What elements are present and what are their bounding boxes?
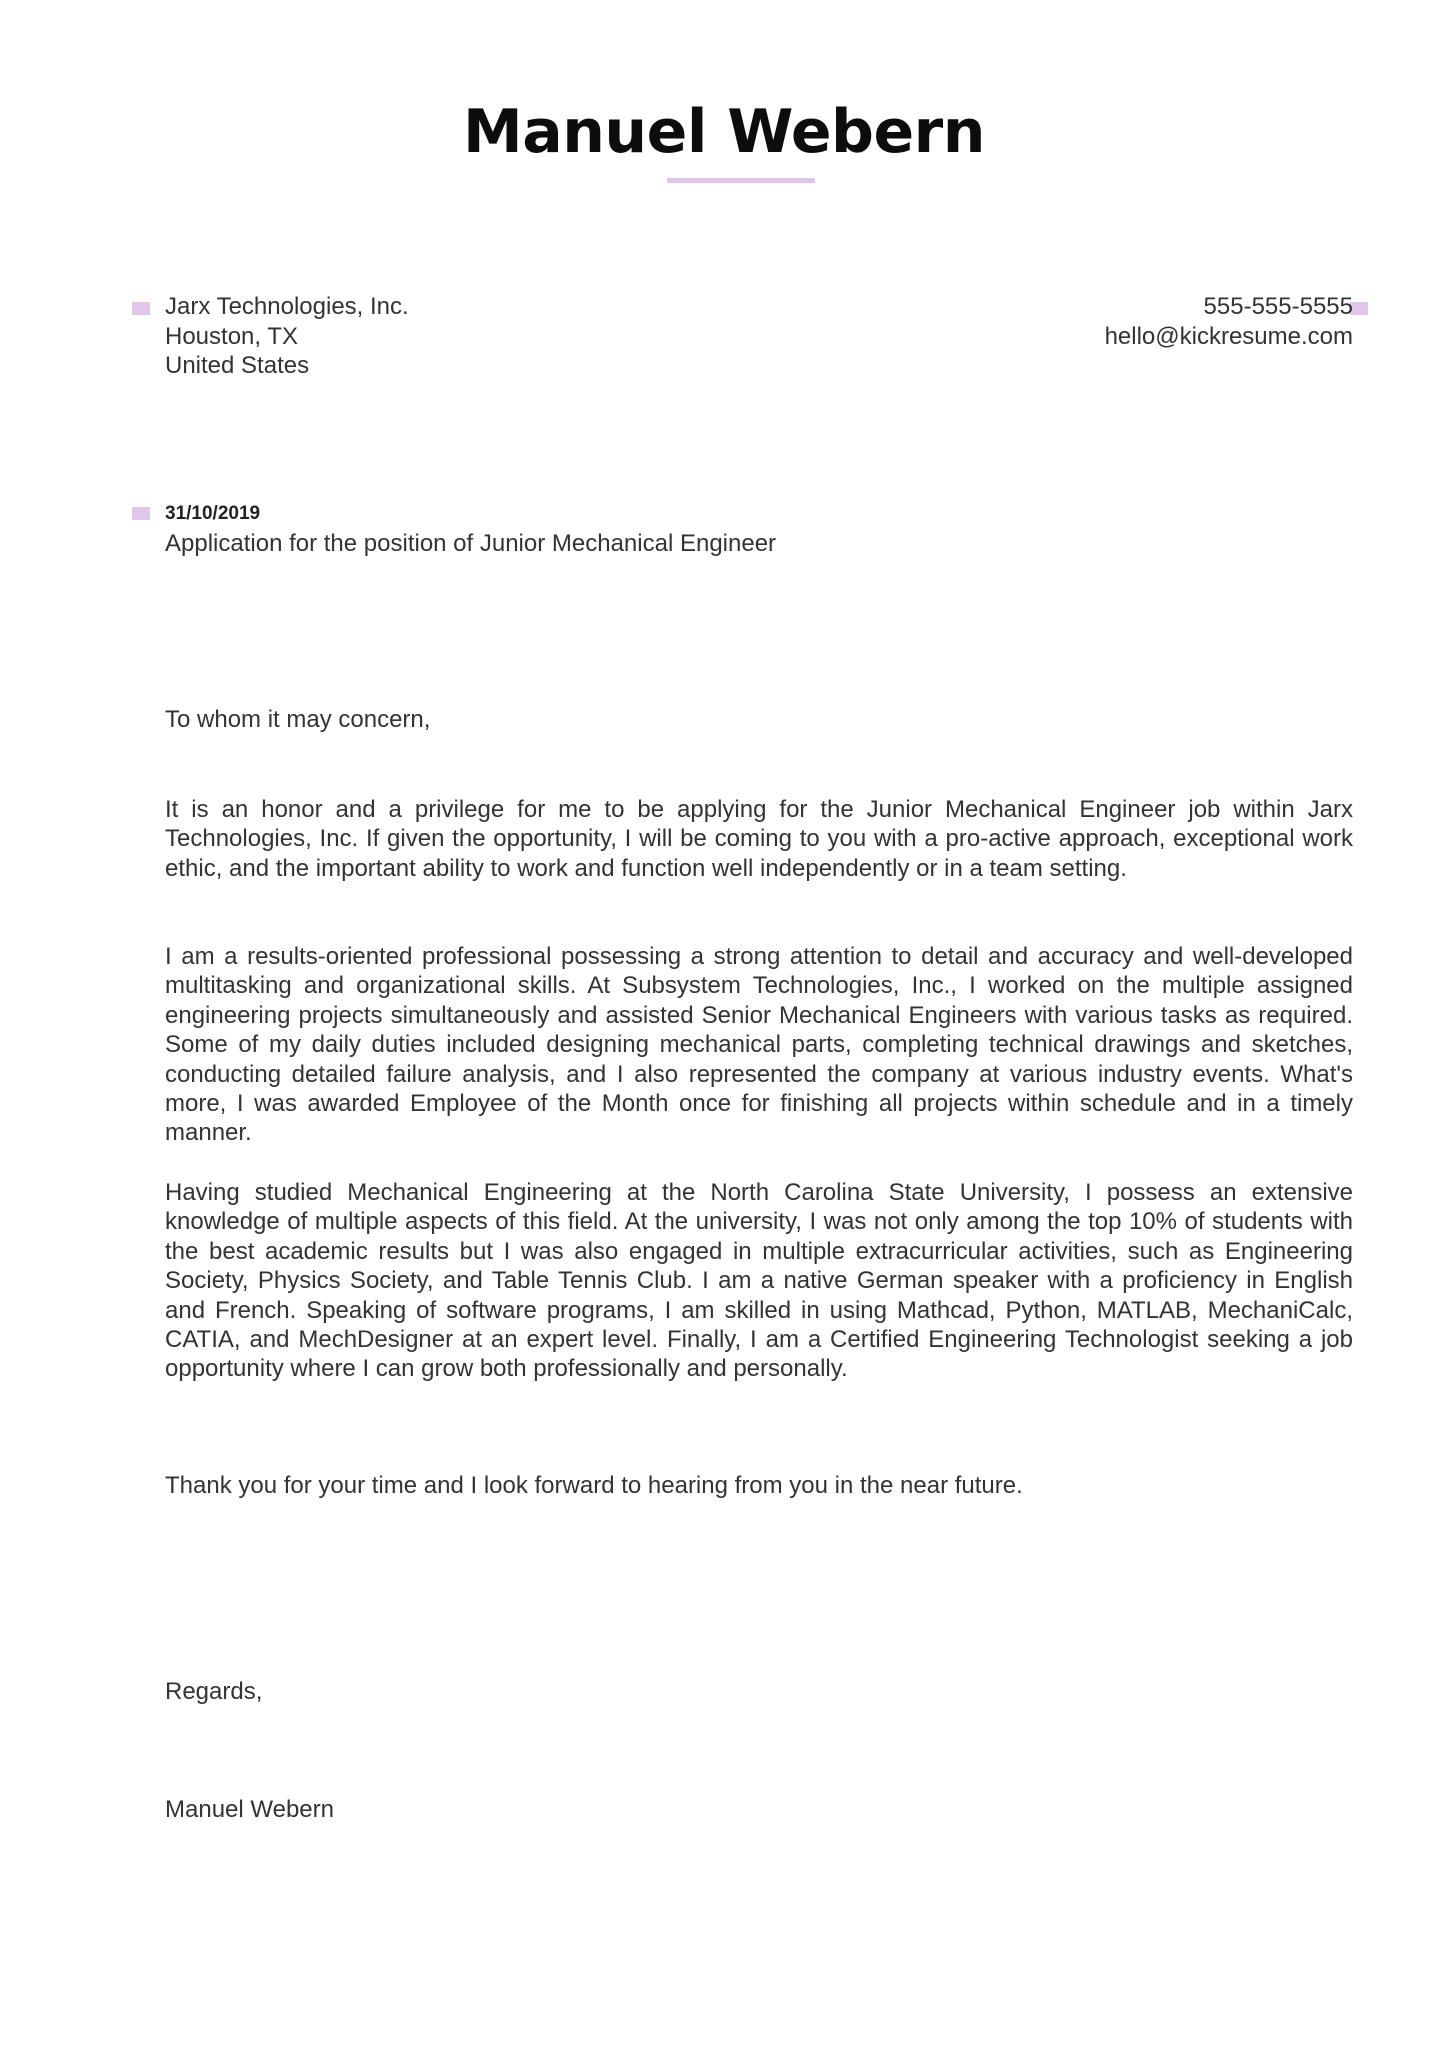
contact-phone: 555-555-5555: [1203, 293, 1353, 320]
body-paragraph-3: Having studied Mechanical Engineering at the North Carolina State University, I possess an extensive knowledge of multiple aspects of this field. At the university, I was not only among the top 10% of students with the best academic results but I was also engaged in multiple extracurricular activities, such as Engineering Society, Physics Society, and Table Tennis Club. I am a native German speaker with a proficiency in English and French. Speaking of software programs, I am skilled in using Mathcad, Python, MATLAB, MechaniCalc, CATIA, and MechDesigner at an expert level. Finally, I am a Certified Engineering Technologist seeking a job opportunity where I can grow both professionally and personally.: [165, 1179, 1353, 1383]
recipient-address: [165, 292, 409, 381]
regards: Regards,: [165, 1678, 263, 1705]
body-paragraph-1: It is an honor and a privilege for me to be applying for the Junior Mechanical Engineer job within Jarx Technologies, Inc. If given the opportunity, I will be coming to you with a pro-active approach, exceptional work ethic, and the important ability to work and function well independently or in a team setting.: [165, 796, 1353, 882]
applicant-name: Manuel Webern: [463, 97, 985, 167]
recipient-marker-icon: [132, 302, 150, 315]
contact-info: [1105, 292, 1353, 351]
recipient-company: Jarx Technologies, Inc.: [165, 293, 409, 320]
date-marker-icon: [132, 507, 150, 520]
recipient-city: Houston, TX: [165, 322, 298, 350]
name-underline-divider: [667, 178, 815, 183]
contact-email: hello@kickresume.com: [1104, 322, 1353, 350]
closing-sentence: Thank you for your time and I look forward to hearing from you in the near future.: [165, 1472, 1023, 1499]
letter-subject: Application for the position of Junior Mechanical Engineer: [165, 530, 777, 557]
body-paragraph-2: I am a results-oriented professional possessing a strong attention to detail and accuracy and well-developed multitasking and organizational skills. At Subsystem Technologies, Inc., I worked on the multiple assigned engineering projects simultaneously and assisted Senior Mechanical Engineers with various tasks as required. Some of my daily duties included designing mechanical parts, completing technical drawings and sketches, conducting detailed failure analysis, and I also represented the company at various industry events. What's more, I was awarded Employee of the Month once for finishing all projects within schedule and in a timely manner.: [165, 943, 1353, 1147]
letter-date: 31/10/2019: [165, 503, 261, 524]
signature-name: Manuel Webern: [165, 1796, 334, 1823]
recipient-country: United States: [165, 352, 310, 379]
salutation: To whom it may concern,: [165, 706, 431, 733]
